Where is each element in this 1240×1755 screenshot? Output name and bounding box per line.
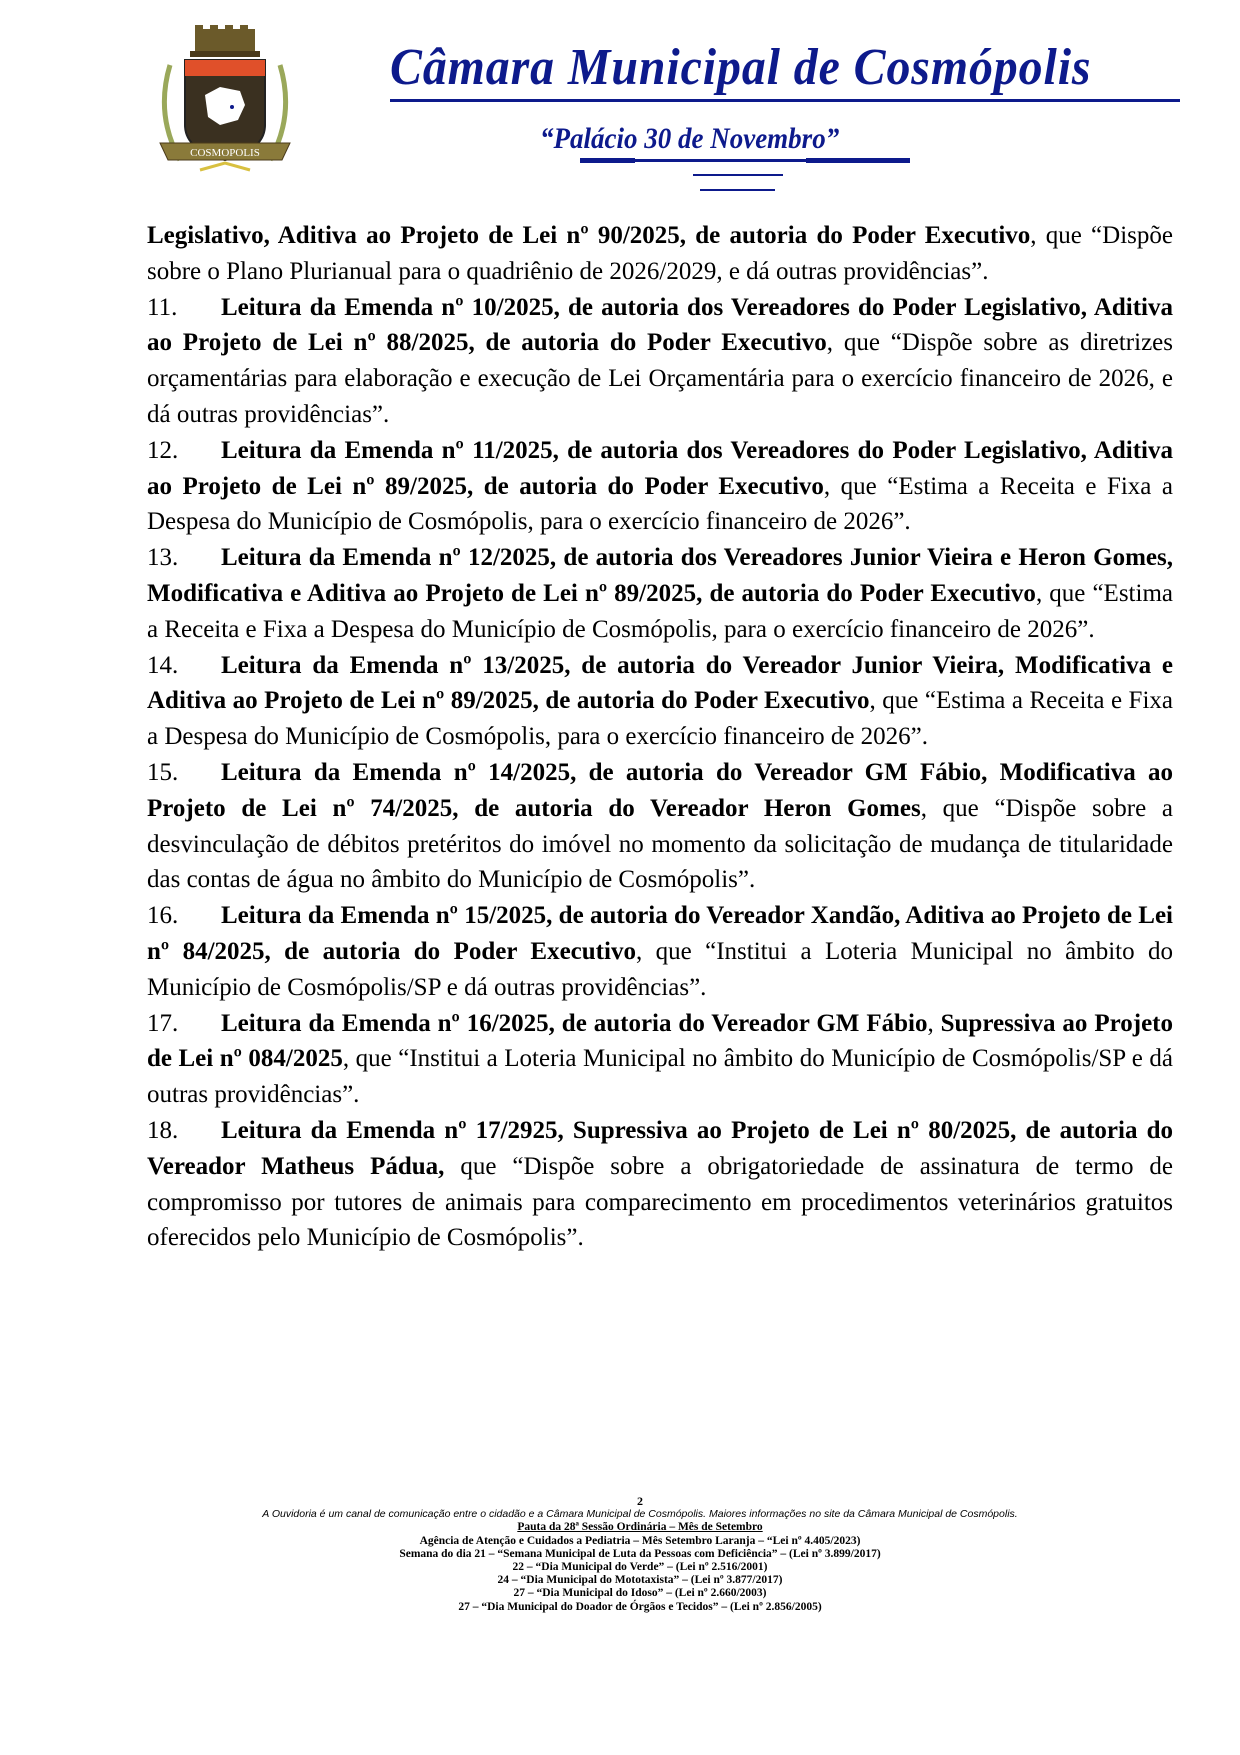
- institution-subtitle: “Palácio 30 de Novembro”: [540, 122, 840, 155]
- letterhead: [0, 0, 1240, 210]
- agenda-item: 13. Leitura da Emenda nº 12/2025, de autoria dos Vereadores Junior Vieira e Heron Gomes, Modificativa e Aditiva ao Projeto de Lei nº 89/2025, de autoria do Poder Executivo, que “Estima a Receita e Fixa a Despesa do Município de Cosmópolis, para o exercício financeiro de 2026”.: [147, 544, 1173, 643]
- agenda-item: 16. Leitura da Emenda nº 15/2025, de autoria do Vereador Xandão, Aditiva ao Projeto de Lei nº 84/2025, de autoria do Poder Executivo, que “Institui a Loteria Municipal no âmbito do Município de Cosmópolis/SP e dá outras providências”.: [147, 902, 1174, 1001]
- decorative-line: [806, 158, 910, 163]
- title-underline: [390, 99, 1180, 102]
- footer-line: 24 – “Dia Municipal do Mototaxista” – (Lei nº 3.877/2017): [497, 1574, 783, 1587]
- agenda-item: 17. Leitura da Emenda nº 16/2025, de autoria do Vereador GM Fábio, Supressiva ao Projeto de Lei nº 084/2025, que “Institui a Loteria Municipal no âmbito do Município de Cosmópolis/SP e dá outras providências”.: [147, 1009, 1173, 1109]
- institution-title: Câmara Municipal de Cosmópolis: [390, 39, 1092, 96]
- page-footer: [160, 1495, 1120, 1614]
- footer-line: 27 – “Dia Municipal do Idoso” – (Lei nº 2.660/2003): [513, 1587, 767, 1600]
- agenda-body: [147, 218, 1173, 1256]
- agenda-item: 12. Leitura da Emenda nº 11/2025, de autoria dos Vereadores do Poder Legislativo, Aditiva ao Projeto de Lei nº 89/2025, de autoria do Poder Executivo, que “Estima a Receita e Fixa a Despesa do Município de Cosmópolis, para o exercício financeiro de 2026”.: [147, 436, 1173, 536]
- decorative-line: [700, 189, 775, 191]
- footer-line: Agência de Atenção e Cuidados a Pediatria – Mês Setembro Laranja – “Lei nº 4.405/2023): [419, 1534, 861, 1547]
- footer-line: Semana do dia 21 – “Semana Municipal de Luta da Pessoas com Deficiência” – (Lei nº 3.899/2017): [399, 1547, 881, 1560]
- municipal-crest-logo: [150, 25, 300, 185]
- agenda-item: 15. Leitura da Emenda nº 14/2025, de autoria do Vereador GM Fábio, Modificativa ao Projeto de Lei nº 74/2025, de autoria do Vereador Heron Gomes, que “Dispõe sobre a desvinculação de débitos pretéritos do imóvel no momento da solicitação de mudança de titularidade das contas de água no âmbito do Município de Cosmópolis”.: [147, 758, 1174, 894]
- footer-line: 22 – “Dia Municipal do Verde” – (Lei nº 2.516/2001): [512, 1561, 768, 1574]
- decorative-line: [693, 174, 783, 176]
- decorative-line: [580, 158, 635, 163]
- page-number: 2: [637, 1494, 643, 1508]
- agenda-item: 18. Leitura da Emenda nº 17/2925, Supressiva ao Projeto de Lei nº 80/2025, de autoria do Vereador Matheus Pádua, que “Dispõe sobre a obrigatoriedade de assinatura de termo de compromisso por tutores de animais para comparecimento em procedimentos veterinários gratuitos oferecidos pelo Município de Cosmópolis”.: [147, 1116, 1173, 1252]
- svg-text:COSMOPOLIS: COSMOPOLIS: [190, 147, 260, 159]
- session-agenda-title: Pauta da 28ª Sessão Ordinária – Mês de Setembro: [517, 1521, 763, 1534]
- footer-line: 27 – “Dia Municipal do Doador de Órgãos e Tecidos” – (Lei nº 2.856/2005): [458, 1600, 822, 1613]
- agenda-item: Legislativo, Aditiva ao Projeto de Lei nº 90/2025, de autoria do Poder Executivo, que “Dispõe sobre o Plano Plurianual para o quadriênio de 2026/2029, e dá outras providências”.: [147, 222, 1173, 285]
- agenda-item: 11. Leitura da Emenda nº 10/2025, de autoria dos Vereadores do Poder Legislativo, Aditiva ao Projeto de Lei nº 88/2025, de autoria do Poder Executivo, que “Dispõe sobre as diretrizes orçamentárias para elaboração e execução de Lei Orçamentária para o exercício financeiro de 2026, e dá outras providências”.: [147, 293, 1173, 428]
- agenda-item: 14. Leitura da Emenda nº 13/2025, de autoria do Vereador Junior Vieira, Modificativa e Aditiva ao Projeto de Lei nº 89/2025, de autoria do Poder Executivo, que “Estima a Receita e Fixa a Despesa do Município de Cosmópolis, para o exercício financeiro de 2026”.: [147, 651, 1173, 751]
- ouvidoria-note: A Ouvidoria é um canal de comunicação entre o cidadão e a Câmara Municipal de Cosmópolis. Maiores informações no site da Câmara Municipal de Cosmópolis.: [262, 1508, 1018, 1521]
